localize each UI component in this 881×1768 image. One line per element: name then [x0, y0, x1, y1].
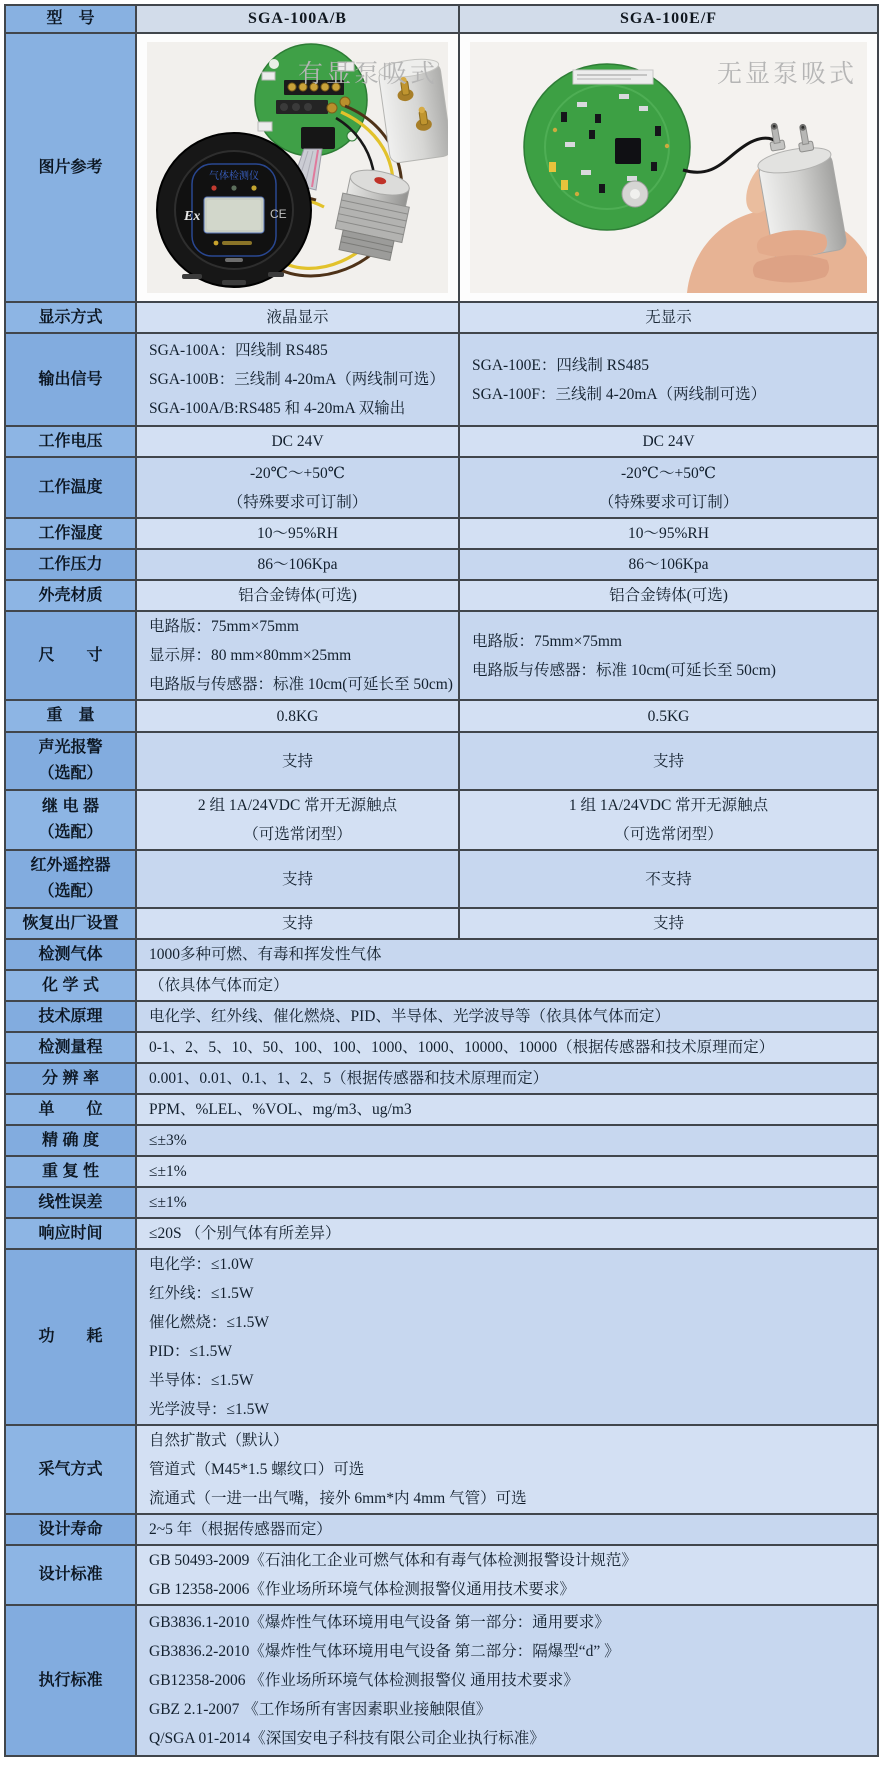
- spec-cell: [136, 1094, 878, 1125]
- product-photo-left: [147, 42, 448, 293]
- spec-value-text: Q/SGA 01-2014《深国安电子科技有限公司企业执行标准》: [149, 1730, 545, 1747]
- row-label-text: 工作电压: [38, 432, 103, 450]
- spec-cell: [136, 1187, 878, 1218]
- spec-value-text: SGA-100F：三线制 4-20mA（两线制可选）: [472, 385, 767, 403]
- spec-cell: [136, 302, 459, 333]
- row-label: [5, 790, 136, 850]
- spec-value-text: 支持: [652, 915, 684, 932]
- spec-value-text: SGA-100B：三线制 4-20mA（两线制可选）: [149, 371, 445, 388]
- spec-cell: [136, 457, 459, 518]
- row-label: [5, 426, 136, 457]
- spec-row-20: [5, 1156, 878, 1187]
- lcd-gauge: [157, 133, 311, 287]
- spec-sheet: [4, 4, 877, 1757]
- watermark-left: 有显泵吸式: [297, 60, 438, 88]
- spec-row-9: [5, 732, 878, 790]
- row-label-text: （选配）: [38, 824, 103, 841]
- spec-value-text: ≤20S （个别气体有所差异）: [149, 1225, 341, 1242]
- row-label: [5, 700, 136, 732]
- spec-value-text: 自然扩散式（默认）: [149, 1432, 289, 1449]
- spec-cell: [136, 1032, 878, 1063]
- spec-cell: [459, 700, 878, 732]
- spec-cell: [136, 700, 459, 732]
- spec-value-text: 支持: [281, 915, 313, 932]
- row-label-text: 执行标准: [38, 1671, 103, 1689]
- spec-value-text: （可选常闭型）: [614, 826, 723, 843]
- spec-value-text: SGA-100A：四线制 RS485: [149, 342, 328, 359]
- spec-value-text: ≤±1%: [149, 1163, 187, 1180]
- spec-row-3: [5, 457, 878, 518]
- spec-value-text: GBZ 2.1-2007 《工作场所有害因素职业接触限值》: [149, 1701, 492, 1718]
- watermark-right: 无显泵吸式: [716, 60, 857, 88]
- spec-value-text: 10～95%RH: [628, 525, 709, 542]
- spec-value-text: 1 组 1A/24VDC 常开无源触点: [568, 797, 769, 814]
- spec-value-text: 电路版：75mm×75mm: [149, 618, 299, 635]
- spec-row-5: [5, 549, 878, 580]
- spec-row-13: [5, 939, 878, 970]
- spec-value-text: SGA-100A/B:RS485 和 4-20mA 双输出: [149, 400, 406, 417]
- spec-row-22: [5, 1218, 878, 1249]
- spec-cell: [136, 1001, 878, 1032]
- spec-value-text: 支持: [281, 752, 313, 770]
- spec-value-text: 电化学：≤1.0W: [149, 1256, 254, 1273]
- spec-value-text: 液晶显示: [266, 309, 329, 326]
- image-row: [5, 33, 878, 302]
- spec-cell: [459, 457, 878, 518]
- spec-cell: [459, 426, 878, 457]
- spec-cell: [136, 1249, 878, 1425]
- spec-value-text: 支持: [281, 870, 313, 888]
- spec-cell: [136, 1156, 878, 1187]
- spec-value-text: 0.5KG: [647, 707, 690, 725]
- spec-value-text: SGA-100E：四线制 RS485: [472, 356, 649, 374]
- spec-value-text: -20℃～+50℃: [249, 464, 346, 482]
- row-label-text: 工作压力: [38, 555, 103, 573]
- spec-value-text: 铝合金铸体(可选): [238, 587, 357, 604]
- spec-cell: [136, 611, 459, 700]
- spec-value-text: 显示屏：80 mm×80mm×25mm: [149, 647, 352, 664]
- spec-cell: [136, 1605, 878, 1756]
- spec-value-text: 86～106Kpa: [628, 556, 709, 573]
- spec-cell: [136, 426, 459, 457]
- spec-cell: [136, 1425, 878, 1514]
- ce-marking: CE: [270, 207, 287, 221]
- spec-value-text: 无显示: [645, 309, 692, 326]
- row-label-text: 单 位: [38, 1100, 103, 1118]
- model-header-row: [5, 5, 878, 33]
- spec-value-text: 光学波导：≤1.5W: [149, 1401, 270, 1418]
- spec-value-text: PID：≤1.5W: [149, 1343, 232, 1360]
- spec-value-text: 流通式（一进一出气嘴，接外 6mm*内 4mm 气管）可选: [149, 1490, 527, 1507]
- spec-value-text: 电路版与传感器：标准 10cm(可延长至 50cm): [149, 676, 453, 693]
- spec-cell: [136, 850, 459, 908]
- product-photo-left-illustration: [147, 42, 448, 293]
- spec-row-6: [5, 580, 878, 611]
- spec-value-text: 电化学、红外线、催化燃烧、PID、半导体、光学波导等（依具体气体而定）: [149, 1008, 670, 1025]
- row-label-text: 工作温度: [38, 478, 103, 496]
- spec-value-text: GB3836.2-2010《爆炸性气体环境用电气设备 第二部分：隔爆型“d” 》: [149, 1643, 620, 1660]
- spec-cell: [459, 518, 878, 549]
- row-label: [5, 1249, 136, 1425]
- row-label-text: 恢复出厂设置: [22, 914, 119, 932]
- spec-value-text: 支持: [652, 752, 684, 770]
- row-label: [5, 518, 136, 549]
- spec-row-14: [5, 970, 878, 1001]
- row-label: [5, 1545, 136, 1605]
- spec-row-21: [5, 1187, 878, 1218]
- spec-cell: [459, 580, 878, 611]
- spec-value-text: -20℃～+50℃: [620, 464, 717, 482]
- product-photo-right: [470, 42, 867, 293]
- row-label: [5, 1187, 136, 1218]
- row-label-text: 响应时间: [38, 1224, 103, 1242]
- row-label: [5, 970, 136, 1001]
- spec-cell: [136, 1125, 878, 1156]
- spec-value-text: 0.8KG: [276, 707, 319, 725]
- spec-cell: [136, 1545, 878, 1605]
- spec-cell: [136, 518, 459, 549]
- row-label: [5, 611, 136, 700]
- spec-row-24: [5, 1425, 878, 1514]
- spec-value-text: （特殊要求可订制）: [598, 493, 739, 511]
- row-label: [5, 1032, 136, 1063]
- row-label: [5, 1063, 136, 1094]
- spec-table: [4, 4, 879, 1757]
- spec-cell: [459, 790, 878, 850]
- row-label: [5, 549, 136, 580]
- spec-cell: [459, 611, 878, 700]
- product-photo-right-illustration: [470, 42, 867, 293]
- row-label: [5, 580, 136, 611]
- spec-value-text: ≤±1%: [149, 1194, 187, 1211]
- row-label-text: 输出信号: [38, 370, 103, 388]
- spec-value-text: GB 12358-2006《作业场所环境气体检测报警仪通用技术要求》: [149, 1581, 575, 1598]
- spec-cell: [459, 302, 878, 333]
- row-label: [5, 1605, 136, 1756]
- row-label: [5, 1218, 136, 1249]
- model-row-label: [5, 5, 136, 33]
- model-name-b: SGA-100E/F: [459, 5, 878, 33]
- row-label: [5, 1514, 136, 1545]
- row-label-text: 采气方式: [38, 1460, 103, 1478]
- row-label-text: 设计标准: [38, 1566, 103, 1583]
- row-label-text: 尺 寸: [38, 646, 103, 664]
- spec-row-26: [5, 1545, 878, 1605]
- spec-value-text: DC 24V: [642, 433, 695, 450]
- row-label: [5, 333, 136, 426]
- spec-row-2: [5, 426, 878, 457]
- spec-value-text: 不支持: [645, 870, 692, 888]
- row-label: [5, 908, 136, 939]
- row-label: [5, 1425, 136, 1514]
- image-row-label: [5, 33, 136, 302]
- spec-value-text: 0.001、0.01、0.1、1、2、5（根据传感器和技术原理而定）: [149, 1070, 549, 1087]
- row-label-text: 继 电 器: [42, 798, 99, 815]
- row-label-text: 显示方式: [38, 308, 103, 326]
- spec-cell: [136, 1218, 878, 1249]
- row-label-text: 分 辨 率: [42, 1069, 99, 1087]
- spec-value-text: 0-1、2、5、10、50、100、100、1000、1000、10000、10000（根据传感器和技术原理而定）: [149, 1039, 775, 1056]
- spec-row-17: [5, 1063, 878, 1094]
- spec-value-text: 2~5 年（根据传感器而定）: [149, 1521, 332, 1538]
- spec-cell: [136, 970, 878, 1001]
- spec-value-text: 10～95%RH: [257, 525, 338, 542]
- spec-value-text: DC 24V: [271, 433, 324, 450]
- spec-value-text: ≤±3%: [149, 1132, 187, 1149]
- spec-cell: [459, 732, 878, 790]
- spec-cell: [136, 333, 459, 426]
- spec-cell: [459, 549, 878, 580]
- spec-cell: [136, 580, 459, 611]
- row-label-text: 技术原理: [38, 1007, 103, 1025]
- spec-cell: [136, 908, 459, 939]
- spec-row-4: [5, 518, 878, 549]
- spec-row-27: [5, 1605, 878, 1756]
- row-label-text: （选配）: [38, 883, 103, 900]
- row-label: [5, 939, 136, 970]
- spec-row-11: [5, 850, 878, 908]
- spec-value-text: 红外线：≤1.5W: [149, 1285, 254, 1302]
- spec-cell: [459, 850, 878, 908]
- spec-value-text: GB 50493-2009《石油化工企业可燃气体和有毒气体检测报警设计规范》: [149, 1552, 637, 1569]
- spec-value-text: （依具体气体而定）: [149, 977, 289, 994]
- spec-cell: [459, 333, 878, 426]
- product-photo-cell-left: [136, 33, 459, 302]
- row-label-text: 重 复 性: [42, 1162, 99, 1180]
- row-label-text: 功 耗: [38, 1328, 103, 1345]
- row-label-text: 检测量程: [38, 1038, 103, 1056]
- row-label: [5, 1001, 136, 1032]
- spec-value-text: 1000多种可燃、有毒和挥发性气体: [149, 946, 382, 963]
- spec-row-1: [5, 333, 878, 426]
- ex-marking: Ex: [184, 209, 201, 224]
- row-label: [5, 1094, 136, 1125]
- row-label: [5, 1125, 136, 1156]
- model-name-a: SGA-100A/B: [136, 5, 459, 33]
- spec-row-23: [5, 1249, 878, 1425]
- row-label-text: 化 学 式: [42, 976, 99, 994]
- spec-value-text: GB3836.1-2010《爆炸性气体环境用电气设备 第一部分：通用要求》: [149, 1614, 610, 1631]
- row-label-text: 设计寿命: [38, 1520, 103, 1538]
- spec-value-text: GB12358-2006 《作业场所环境气体检测报警仪 通用技术要求》: [149, 1672, 579, 1689]
- spec-row-19: [5, 1125, 878, 1156]
- row-label-text: 工作湿度: [38, 524, 103, 542]
- spec-value-text: （特殊要求可订制）: [227, 493, 368, 511]
- spec-row-0: [5, 302, 878, 333]
- spec-cell: [136, 732, 459, 790]
- product-photo-cell-right: [459, 33, 878, 302]
- spec-row-25: [5, 1514, 878, 1545]
- image-row-label-text: 图片参考: [38, 158, 103, 176]
- pcb-board: [524, 64, 690, 230]
- spec-row-8: [5, 700, 878, 732]
- row-label: [5, 850, 136, 908]
- row-label-text: 重 量: [46, 707, 95, 724]
- row-label-text: 线性误差: [38, 1193, 103, 1211]
- spec-row-16: [5, 1032, 878, 1063]
- spec-value-text: 半导体：≤1.5W: [149, 1372, 254, 1389]
- row-label-text: 红外遥控器: [30, 857, 111, 874]
- spec-value-text: 电路版：75mm×75mm: [472, 632, 622, 650]
- spec-value-text: 2 组 1A/24VDC 常开无源触点: [197, 797, 398, 814]
- spec-cell: [136, 1063, 878, 1094]
- spec-value-text: PPM、%LEL、%VOL、mg/m3、ug/m3: [149, 1101, 412, 1118]
- spec-cell: [136, 1514, 878, 1545]
- spec-cell: [459, 908, 878, 939]
- spec-row-12: [5, 908, 878, 939]
- gauge-screen-title: 气体检测仪: [209, 171, 259, 182]
- row-label: [5, 732, 136, 790]
- spec-value-text: （可选常闭型）: [243, 826, 352, 843]
- spec-row-7: [5, 611, 878, 700]
- spec-cell: [136, 939, 878, 970]
- spec-row-18: [5, 1094, 878, 1125]
- row-label-text: 外壳材质: [38, 586, 103, 604]
- spec-row-10: [5, 790, 878, 850]
- row-label-text: （选配）: [38, 765, 103, 782]
- spec-value-text: 催化燃烧：≤1.5W: [149, 1314, 270, 1331]
- row-label-text: 声光报警: [38, 739, 103, 756]
- spec-value-text: 电路版与传感器：标准 10cm(可延长至 50cm): [472, 661, 776, 679]
- spec-value-text: 管道式（M45*1.5 螺纹口）可选: [149, 1461, 365, 1478]
- row-label-text: 精 确 度: [42, 1131, 99, 1149]
- spec-cell: [136, 549, 459, 580]
- row-label: [5, 1156, 136, 1187]
- spec-row-15: [5, 1001, 878, 1032]
- spec-cell: [136, 790, 459, 850]
- model-row-label-text: 型 号: [46, 10, 95, 27]
- spec-value-text: 86～106Kpa: [257, 556, 338, 573]
- row-label-text: 检测气体: [38, 945, 103, 963]
- row-label: [5, 302, 136, 333]
- row-label: [5, 457, 136, 518]
- spec-value-text: 铝合金铸体(可选): [609, 587, 728, 604]
